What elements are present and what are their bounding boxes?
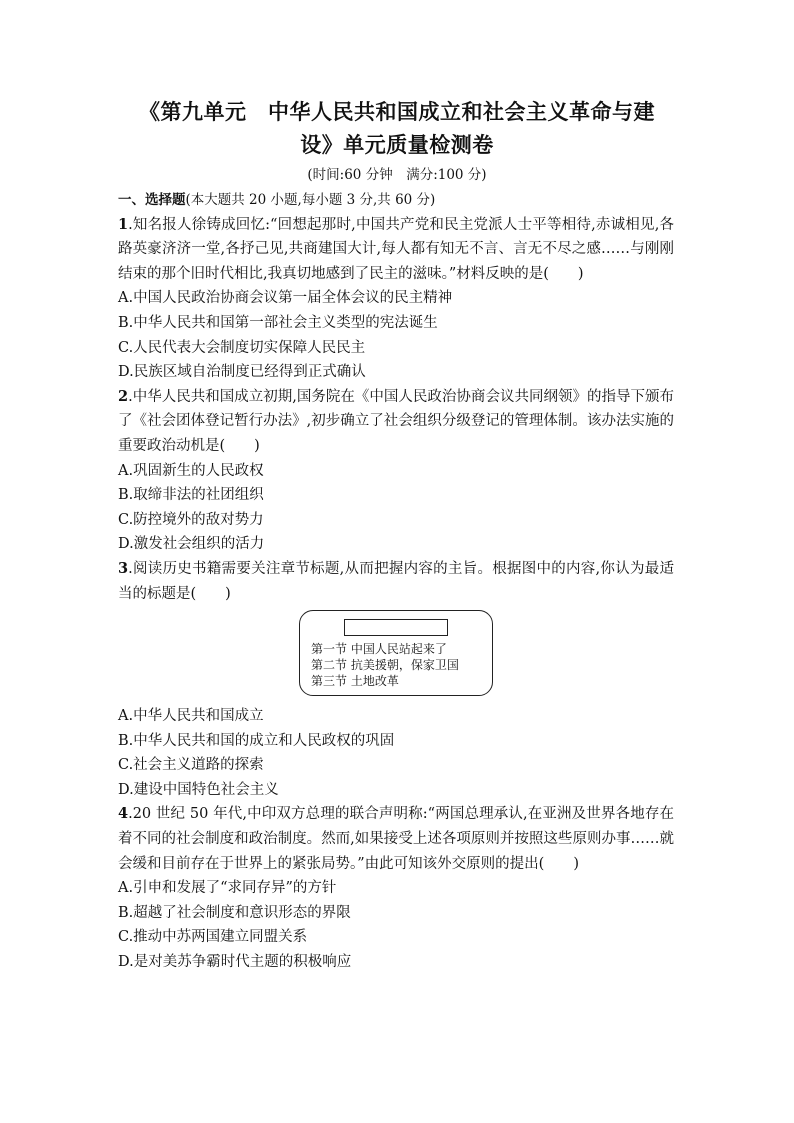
question-stem bbox=[118, 385, 674, 459]
question-stem bbox=[118, 802, 674, 876]
option-a: A.中华人民共和国成立 bbox=[118, 708, 264, 725]
question-stem bbox=[118, 557, 674, 606]
exam-content bbox=[118, 188, 674, 975]
question-text: .知名报人徐铸成回忆:“回想起那时,中国共产党和民主党派人士平等相待,赤诚相见,各路英豪济济一堂,各抒己见,共商建国大计,每人都有知无不言、言无不尽之感……与刚刚结束的那个旧时代相比,我真切地感到了民主的滋味。”材料反映的是( ) bbox=[118, 216, 674, 282]
option-c: C.推动中苏两国建立同盟关系 bbox=[118, 929, 308, 946]
option-a: A.巩固新生的人民政权 bbox=[118, 462, 264, 479]
question-text: .阅读历史书籍需要关注章节标题,从而把握内容的主旨。根据图中的内容,你认为最适当的标题是( ) bbox=[118, 560, 674, 602]
section-heading bbox=[118, 188, 674, 213]
option-d: D.是对美苏争霸时代主题的积极响应 bbox=[118, 954, 352, 971]
option-a: A.引申和发展了“求同存异”的方针 bbox=[118, 880, 337, 897]
exam-title-line1: 《第九单元 中华人民共和国成立和社会主义革命与建 bbox=[139, 100, 655, 124]
chapter-line: 第一节 中国人民站起来了 bbox=[311, 642, 447, 657]
question-text: .中华人民共和国成立初期,国务院在《中国人民政治协商会议共同纲领》的指导下颁布了《社会团体登记暂行办法》,初步确立了社会组织分级登记的管理体制。该办法实施的重要政治动机是( ) bbox=[118, 388, 674, 454]
question-number: 4 bbox=[118, 805, 129, 823]
option-c: C.防控境外的敌对势力 bbox=[118, 511, 264, 528]
question-stem bbox=[118, 213, 674, 287]
option-b: B.中华人民共和国第一部社会主义类型的宪法诞生 bbox=[118, 314, 438, 331]
blank-title-box bbox=[344, 619, 448, 636]
question-text: .20 世纪 50 年代,中印双方总理的联合声明称:“两国总理承认,在亚洲及世界各地存在着不同的社会制度和政治制度。然而,如果接受上述各项原则并按照这些原则办事……就会缓和目前存在于世界上的紧张局势。”由此可知该外交原则的提出( ) bbox=[118, 806, 674, 872]
question-3 bbox=[118, 557, 674, 803]
chapter-line: 第三节 土地改革 bbox=[311, 674, 399, 689]
question-number: 1 bbox=[118, 215, 129, 233]
chapter-figure bbox=[118, 606, 674, 704]
option-b: B.超越了社会制度和意识形态的界限 bbox=[118, 904, 351, 921]
option-b: B.中华人民共和国的成立和人民政权的巩固 bbox=[118, 732, 395, 749]
chapter-list bbox=[311, 641, 459, 689]
question-2 bbox=[118, 385, 674, 557]
option-b: B.取缔非法的社团组织 bbox=[118, 487, 264, 504]
exam-time-score: (时间:60 分钟 满分:100 分) bbox=[307, 167, 487, 183]
question-number: 2 bbox=[118, 387, 129, 405]
option-d: D.激发社会组织的活力 bbox=[118, 536, 265, 553]
option-d: D.民族区域自治制度已经得到正式确认 bbox=[118, 364, 366, 381]
chapter-line: 第二节 抗美援朝，保家卫国 bbox=[311, 658, 459, 673]
question-1 bbox=[118, 213, 674, 385]
option-d: D.建设中国特色社会主义 bbox=[118, 781, 279, 798]
chapter-box bbox=[299, 610, 493, 696]
section-title: 一、选择题 bbox=[118, 192, 186, 208]
section-note: (本大题共 20 小题,每小题 3 分,共 60 分) bbox=[185, 192, 436, 208]
exam-title-line2: 设》单元质量检测卷 bbox=[300, 133, 494, 157]
question-4 bbox=[118, 802, 674, 974]
option-c: C.社会主义道路的探索 bbox=[118, 757, 264, 774]
question-number: 3 bbox=[118, 559, 129, 577]
option-a: A.中国人民政治协商会议第一届全体会议的民主精神 bbox=[118, 290, 453, 307]
option-c: C.人民代表大会制度切实保障人民民主 bbox=[118, 339, 366, 356]
